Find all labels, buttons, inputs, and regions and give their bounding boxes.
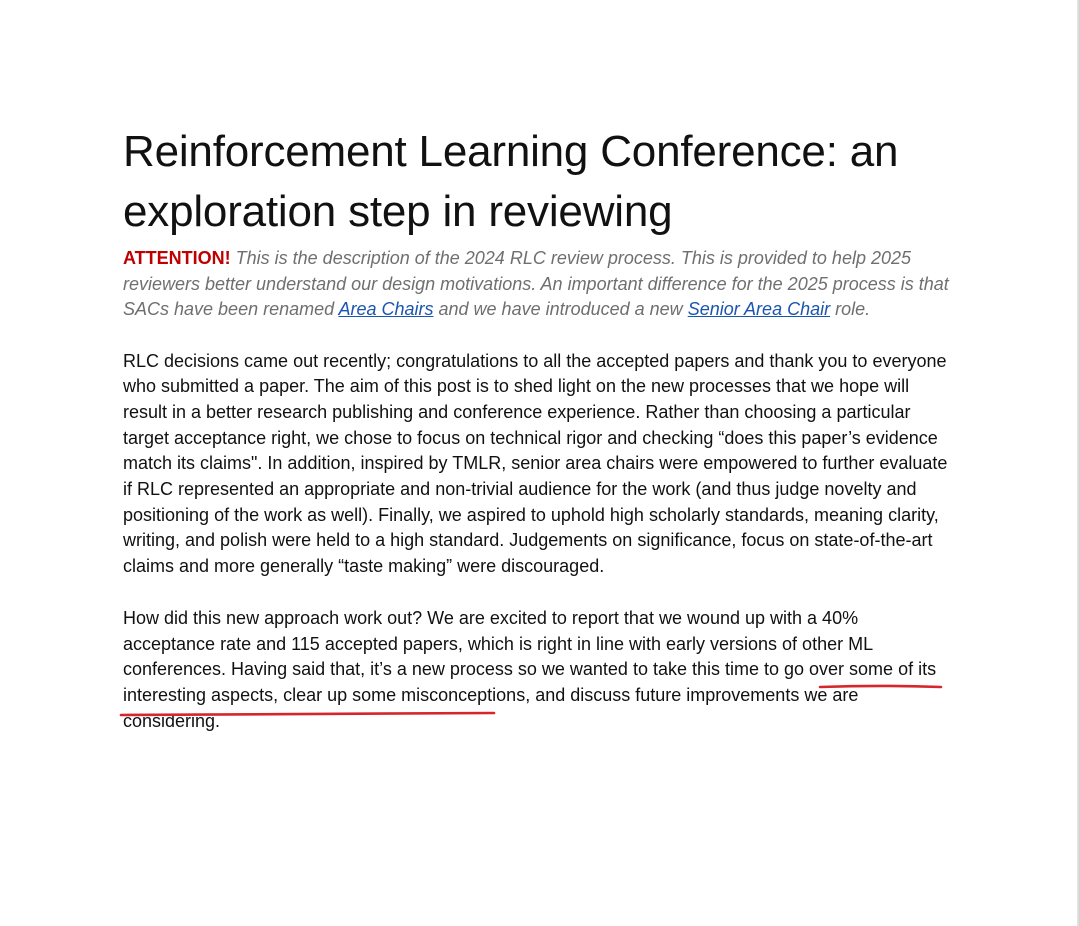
senior-area-chair-link[interactable]: Senior Area Chair bbox=[687, 299, 831, 319]
article-title: Reinforcement Learning Conference: an exploration step in reviewing bbox=[123, 127, 899, 236]
notice-text-1: This is the description of the 2024 RLC review process. This is provided to help 2025 reviewers better understand our design motivations. An important difference for the 2025 process is that SACs have been renamed bbox=[123, 248, 949, 319]
attention-label: ATTENTION! bbox=[123, 248, 231, 268]
annotation-underline-1 bbox=[818, 683, 943, 691]
results-text-after: which is right in line with early versions of other ML conferences. Having said that, it’s a new process so we wanted to take this time to go over some of its interesting aspects, clear up some misconceptions, and discuss future improvements we are considering. bbox=[123, 633, 937, 731]
area-chairs-link[interactable]: Area Chairs bbox=[338, 299, 434, 319]
article bbox=[123, 122, 953, 734]
notice-text-2: and we have introduced a new bbox=[433, 299, 688, 319]
paragraph-decisions: RLC decisions came out recently; congratulations to all the accepted papers and thank you to everyone who submitted a paper. The aim of this post is to shed light on the new processes that we hope will result in a better research publishing and conference experience. Rather than choosing a particular target acceptance right, we chose to focus on technical rigor and checking “does this paper’s evidence match its claims". In addition, inspired by TMLR, senior area chairs were empowered to further evaluate if RLC represented an appropriate and non-trivial audience for the work (and thus judge novelty and positioning of the work as well). Finally, we aspired to uphold high scholarly standards, meaning clarity, writing, and polish were held to a high standard. Judgements on significance, focus on state-of-the-art claims and more generally “taste making” were discouraged. bbox=[123, 350, 948, 577]
highlighted-acceptance-rate: with a 40% acceptance rate and 115 accepted papers, bbox=[123, 607, 859, 654]
annotation-underline-2 bbox=[118, 709, 498, 719]
results-text-before: How did this new approach work out? We are excited to report that we wound up bbox=[123, 607, 771, 628]
attention-notice bbox=[123, 246, 953, 323]
notice-text-3: role. bbox=[830, 299, 871, 319]
